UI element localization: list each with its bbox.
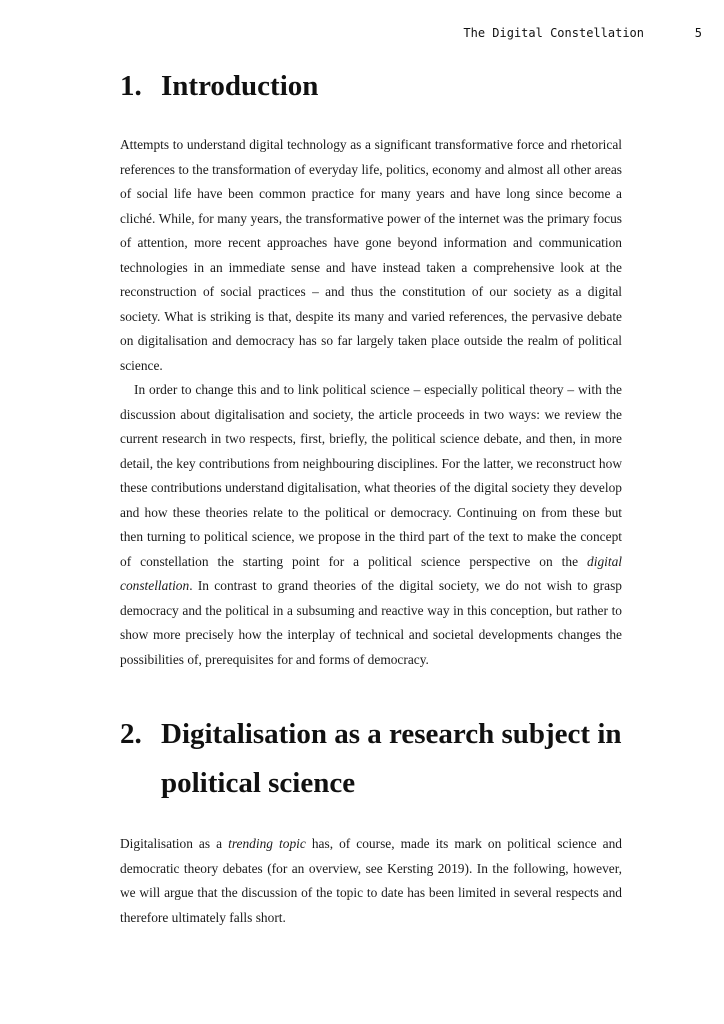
running-head: The Digital Constellation: [463, 26, 644, 40]
section-2-number: 2.: [120, 718, 142, 750]
section-1-paragraph-2: [120, 378, 622, 672]
paragraph-2-text-end: . In contrast to grand theories of the digital society, we do not wish to grasp democracy and the political in a subsuming and reactive way in this conception, but rather to show more precisely how the interplay of technical and societal developments changes the possibilities of, prerequisites for and forms of democracy.: [120, 578, 622, 667]
section-2-text-start: Digitalisation as a: [120, 836, 229, 851]
paragraph-2-emphasis: digital constellation: [120, 553, 622, 593]
page-number: 5: [694, 26, 702, 40]
section-2-emphasis: trending topic: [228, 836, 306, 851]
section-1-paragraph-1: Attempts to understand digital technology as a significant transformative force and rhetorical references to the transformation of everyday life, politics, economy and almost all other areas of social life have been common practice for many years and have long since become a cliché. While, for many years, the transformative power of the internet was the primary focus of attention, more recent approaches have gone beyond information and communication technologies in an immediate sense and have instead taken a comprehensive look at the reconstruction of social practices – and thus the constitution of our society as a digital society. What is striking is that, despite its many and varied references, the pervasive debate on digitalisation and democracy has so far largely taken place outside the realm of political science.: [120, 137, 622, 373]
section-2-title: Digitalisation as a research subject in political science: [161, 718, 622, 799]
section-2-text-end: has, of course, made its mark on political science and democratic theory debates (for an overview, see Kersting 2019). In the following, however, we will argue that the discussion of the topic to date has been limited in several respects and therefore ultimately falls short.: [120, 836, 622, 925]
section-2-paragraph-1: [120, 832, 622, 930]
section-2-heading: [120, 710, 622, 808]
section-1-title: Introduction: [161, 70, 319, 102]
page-body: [120, 62, 622, 930]
section-1-heading: [120, 62, 622, 111]
paragraph-2-text-start: In order to change this and to link political science – especially political theory – with the discussion about digitalisation and society, the article proceeds in two ways: we review the current research in two respects, first, briefly, the political science debate, and then, in more detail, the key contributions from neighbouring disciplines. For the latter, we reconstruct how these contributions understand digitalisation, what theories of the digital society they develop and how these theories relate to the political or democracy. Continuing on from these but then turning to political science, we propose in the third part of the text to make the concept of constellation the starting point for a political science perspective on the: [120, 382, 622, 569]
section-1-number: 1.: [120, 70, 142, 102]
